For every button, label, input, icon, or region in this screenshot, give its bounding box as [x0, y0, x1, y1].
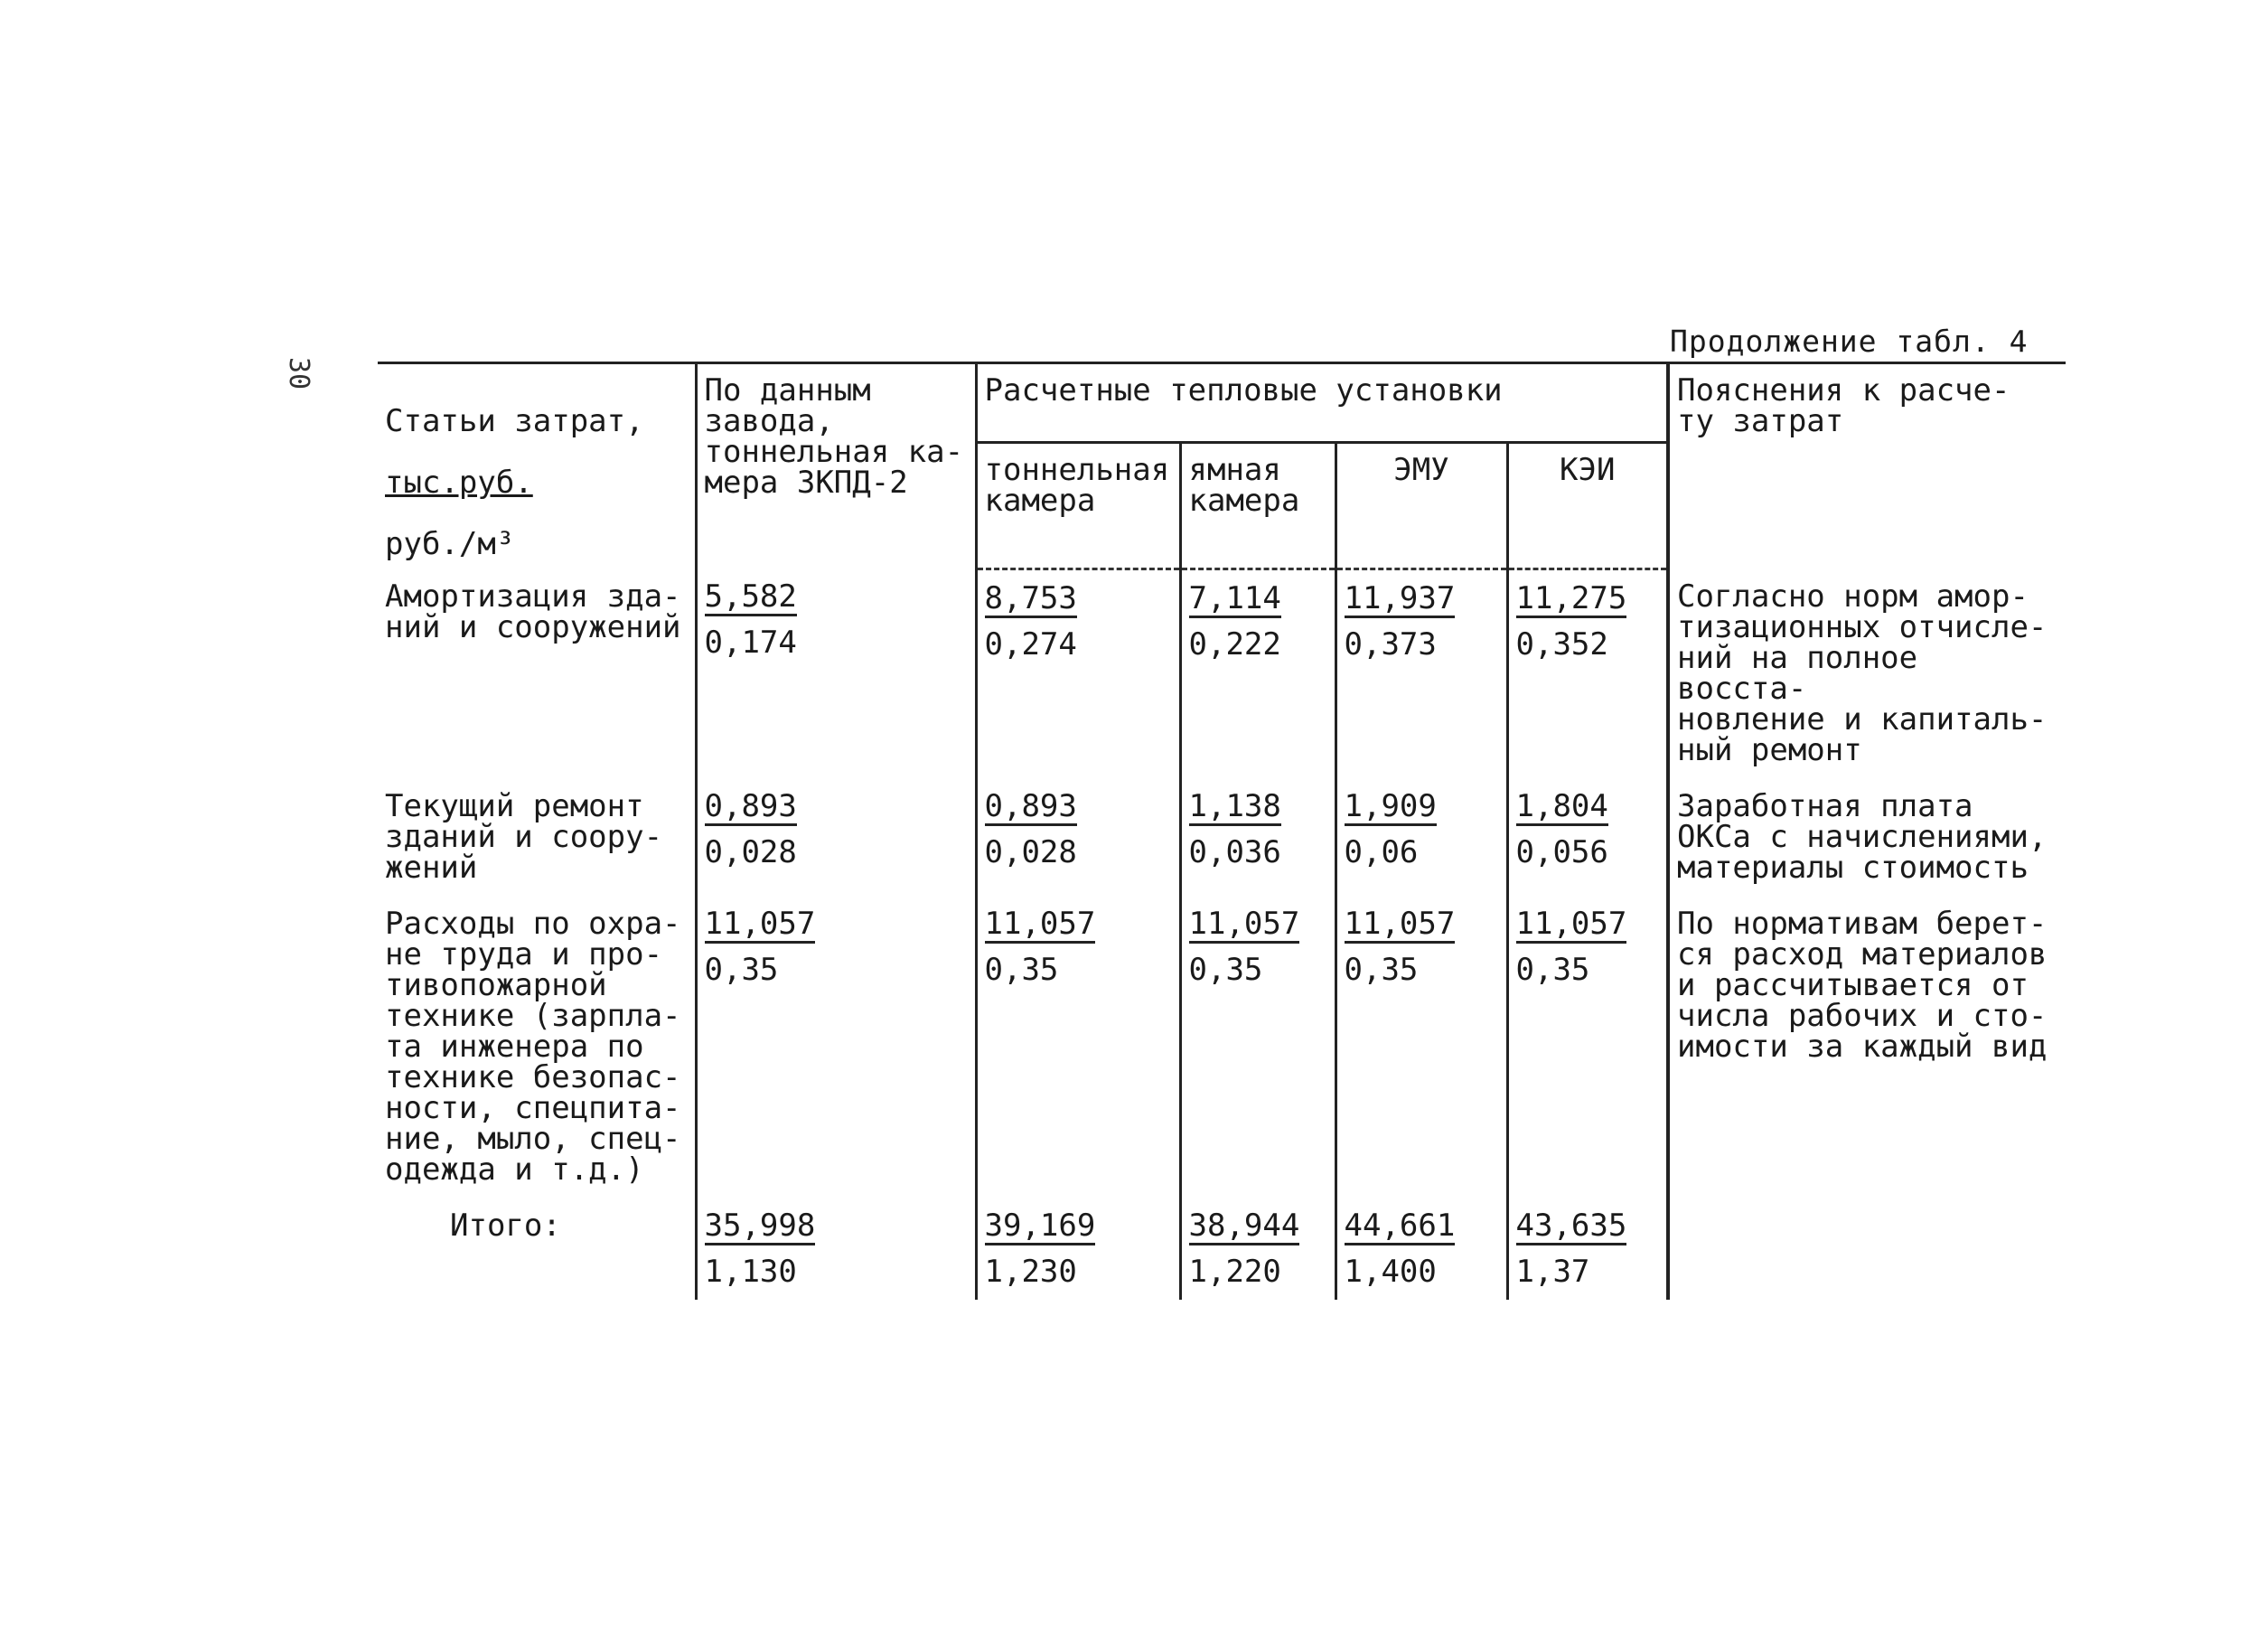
value-cell: [1180, 896, 1335, 1198]
value-thousand-rub: 11,275: [1515, 579, 1627, 616]
header-kei: КЭИ: [1507, 443, 1668, 569]
header-notes: Пояснения к расче- ту затрат: [1668, 363, 2066, 569]
value-cell: [1180, 778, 1335, 896]
value-cell: [696, 896, 976, 1198]
note-cell: По нормативам берет- ся расход материалов и рассчитывается от числа рабочих и сто- имости за каждый вид: [1668, 896, 2066, 1198]
value-rub-per-m3: 0,35: [1515, 952, 1590, 988]
value-cell: [1507, 1198, 1668, 1300]
value-thousand-rub: 11,057: [1188, 906, 1300, 942]
header-cost-items: [378, 363, 696, 569]
total-thousand-rub: 39,169: [984, 1208, 1096, 1244]
value-rub-per-m3: 0,35: [1188, 952, 1263, 988]
value-thousand-rub: 11,057: [1515, 906, 1627, 942]
header-emu: ЭМУ: [1335, 443, 1507, 569]
value-cell: [1335, 1198, 1507, 1300]
value-rub-per-m3: 0,35: [704, 952, 779, 988]
note-cell-empty: [1668, 1198, 2066, 1300]
value-thousand-rub: 1,138: [1188, 788, 1281, 824]
total-thousand-rub: 35,998: [704, 1208, 816, 1244]
total-label: Итого:: [450, 1208, 561, 1244]
value-thousand-rub: 11,057: [1344, 906, 1456, 942]
total-thousand-rub: 44,661: [1344, 1208, 1456, 1244]
value-thousand-rub: 0,893: [704, 788, 797, 824]
table-row-total: [378, 1198, 2066, 1300]
value-thousand-rub: 8,753: [984, 579, 1077, 616]
continuation-caption: Продолжение табл. 4: [1670, 324, 2029, 359]
total-thousand-rub: 43,635: [1515, 1208, 1627, 1244]
value-cell: [1507, 778, 1668, 896]
value-rub-per-m3: 0,174: [704, 625, 797, 661]
value-cell: [976, 569, 1180, 778]
note-cell: Согласно норм амор- тизационных отчисле- ний на полное восста- новление и капиталь- ный ремонт: [1668, 569, 2066, 778]
value-thousand-rub: 11,057: [984, 906, 1096, 942]
value-cell: [1180, 1198, 1335, 1300]
cost-table-container: [378, 362, 2066, 1300]
value-cell: [1180, 569, 1335, 778]
total-thousand-rub: 38,944: [1188, 1208, 1300, 1244]
total-rub-per-m3: 1,130: [704, 1254, 797, 1290]
value-thousand-rub: 5,582: [704, 578, 797, 615]
value-rub-per-m3: 0,373: [1344, 625, 1437, 663]
header-factory-data: По данным завода, тоннельная ка- мера ЗКПД-2: [696, 363, 976, 569]
value-rub-per-m3: 0,028: [984, 834, 1077, 870]
cost-item-label: Текущий ремонт зданий и соору- жений: [385, 788, 663, 886]
value-cell: [976, 1198, 1180, 1300]
value-rub-per-m3: 0,352: [1515, 625, 1608, 663]
value-cell: [1335, 896, 1507, 1198]
header-tunnel-chamber: тоннельная камера: [976, 443, 1180, 569]
value-thousand-rub: 11,937: [1344, 579, 1456, 616]
cost-table: [378, 362, 2066, 1300]
value-rub-per-m3: 0,35: [984, 952, 1059, 988]
cost-item-label: Амортизация зда- ний и сооружений: [385, 578, 681, 645]
value-rub-per-m3: 0,028: [704, 834, 797, 870]
value-cell: [1507, 569, 1668, 778]
value-rub-per-m3: 0,35: [1344, 952, 1419, 988]
value-cell: [976, 896, 1180, 1198]
value-thousand-rub: 7,114: [1188, 579, 1281, 616]
table-row: [378, 569, 2066, 778]
value-thousand-rub: 1,909: [1344, 788, 1437, 824]
cost-item-label: Расходы по охра- не труда и про- тивопожарной технике (зарпла- та инженера по технике безопас- ности, спецпита- ние, мыло, спец- одежда и т.д.): [385, 906, 681, 1188]
value-thousand-rub: 1,804: [1515, 788, 1608, 824]
header-unit-rub-per-m3: руб./м³: [385, 526, 515, 562]
value-thousand-rub: 11,057: [704, 906, 816, 942]
total-rub-per-m3: 1,37: [1515, 1254, 1590, 1290]
value-rub-per-m3: 0,056: [1515, 834, 1608, 870]
value-rub-per-m3: 0,036: [1188, 834, 1281, 870]
table-row: [378, 778, 2066, 896]
total-rub-per-m3: 1,230: [984, 1254, 1077, 1290]
value-cell: [696, 778, 976, 896]
value-rub-per-m3: 0,274: [984, 625, 1077, 663]
page-number: 30: [283, 357, 314, 390]
value-cell: [976, 778, 1180, 896]
value-cell: [696, 1198, 976, 1300]
value-thousand-rub: 0,893: [984, 788, 1077, 824]
table-row: [378, 896, 2066, 1198]
value-rub-per-m3: 0,06: [1344, 834, 1419, 870]
total-rub-per-m3: 1,220: [1188, 1254, 1281, 1290]
value-cell: [1507, 896, 1668, 1198]
header-cost-items-title: Статьи затрат,: [385, 403, 644, 439]
header-pit-chamber: ямная камера: [1180, 443, 1335, 569]
value-cell: [1335, 778, 1507, 896]
value-cell: [1335, 569, 1507, 778]
total-rub-per-m3: 1,400: [1344, 1254, 1437, 1290]
value-rub-per-m3: 0,222: [1188, 625, 1281, 663]
value-cell: [696, 569, 976, 778]
header-calculated-installations: Расчетные тепловые установки: [976, 363, 1668, 443]
header-unit-thousand-rub: тыс.руб.: [385, 465, 533, 501]
note-cell: Заработная плата ОКСа с начислениями, материалы стоимость: [1668, 778, 2066, 896]
